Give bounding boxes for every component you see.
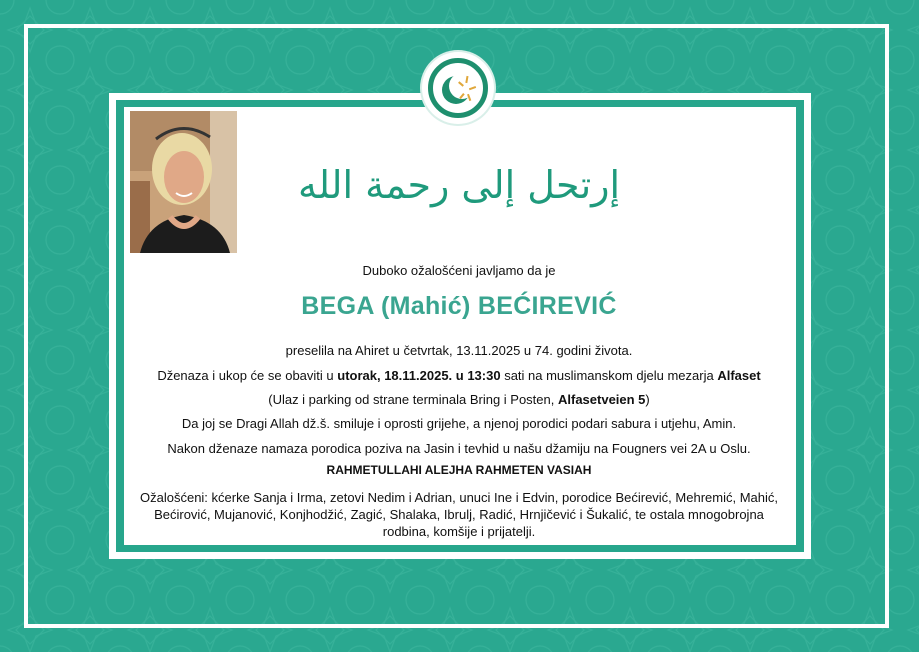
parking-line <box>134 392 784 407</box>
funeral-place: Alfaset <box>717 368 761 383</box>
parking-line-pre: (Ulaz i parking od strane terminala Bring i Posten, <box>268 392 558 407</box>
crescent-icon <box>422 52 494 124</box>
funeral-date-time: utorak, 18.11.2025. u 13:30 <box>337 368 501 383</box>
calligraphy-text: إرتحل إلى رحمة الله <box>297 163 621 207</box>
funeral-line-pre: Dženaza i ukop će se obaviti u <box>157 368 338 383</box>
arabic-calligraphy <box>297 150 621 218</box>
passed-away-line: preselila na Ahiret u četvrtak, 13.11.2025 u 74. godini života. <box>285 343 633 358</box>
intro-text: Duboko ožalošćeni javljamo da je <box>362 263 556 278</box>
funeral-line <box>134 368 784 383</box>
deceased-name: BEGA (Mahić) BEĆIREVIĆ <box>301 292 617 320</box>
parking-address: Alfasetveien 5 <box>557 392 646 407</box>
crescent-star-icon <box>422 52 494 124</box>
portrait-photo <box>130 111 237 253</box>
prayer-line: Da joj se Dragi Allah dž.š. smiluje i oprosti grijehe, a njenoj porodici podari sabura i utjehu, Amin. <box>181 416 737 431</box>
parking-line-post: ) <box>645 392 650 407</box>
blessing-line: RAHMETULLAHI ALEJHA RAHMETEN VASIAH <box>326 463 592 477</box>
funeral-line-mid: sati na muslimanskom djelu mezarja <box>500 368 718 383</box>
mourners-line: Ožalošćeni: kćerke Sanja i Irma, zetovi Nedim i Adrian, unuci Ine i Edvin, porodice Bećirević, Mehremić, Mahić, Bećirović, Mujanović, Konjhodžić, Zagić, Shalaka, Ibrulj, Radić, Hrnjičević i Šukalić, te ostala mnogobrojna rodbina, komšije i prijatelji. <box>140 490 778 539</box>
invite-line: Nakon dženaze namaza porodica poziva na Jasin i tevhid u našu džamiju na Fougners vei 2A u Oslu. <box>167 441 751 456</box>
